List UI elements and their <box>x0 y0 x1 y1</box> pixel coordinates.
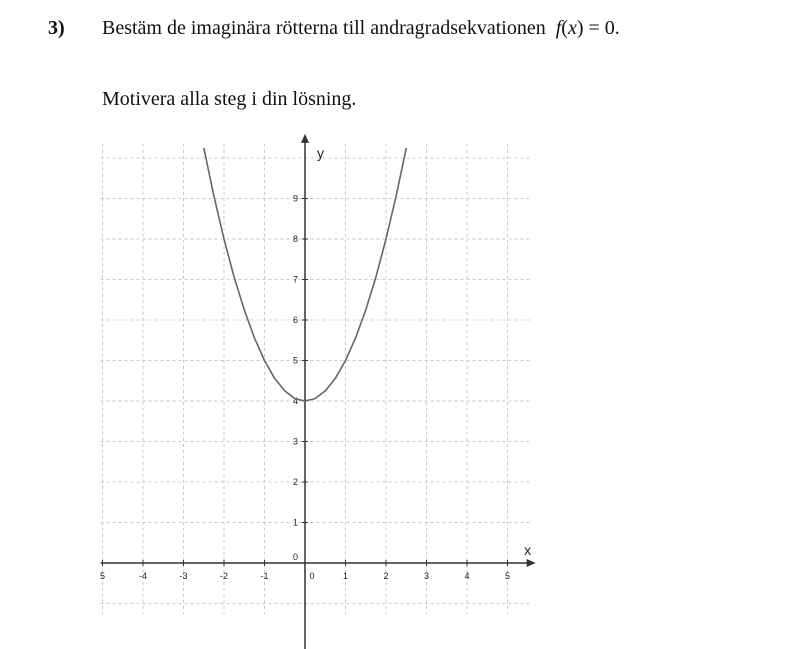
x-tick-label: -3 <box>179 571 188 581</box>
x-tick-label: 5 <box>99 571 106 581</box>
y-tick-label: 4 <box>292 396 298 406</box>
problem-text: Bestäm de imaginära rötterna till andragradsekvationen <box>102 17 546 39</box>
y-tick-label: 5 <box>292 355 298 366</box>
x-tick-label: 3 <box>423 571 430 581</box>
equation-open-paren: ( <box>561 17 568 39</box>
y-tick-label: 7 <box>292 274 298 285</box>
x-tick-label: 1 <box>342 571 349 581</box>
x-tick-label: 4 <box>464 571 470 581</box>
equation-func: f <box>555 17 562 39</box>
y-tick-label: 1 <box>292 517 298 528</box>
y-tick-label: 9 <box>292 193 298 204</box>
x-tick-label: 0 <box>309 571 315 581</box>
y-tick-label: 8 <box>292 234 298 244</box>
x-tick-label: -2 <box>219 571 229 581</box>
equation-close-paren: ) <box>576 17 584 39</box>
instruction: Motivera alla steg i din lösning. <box>102 88 357 110</box>
equation-rhs: = 0. <box>583 17 620 39</box>
y-tick-label: 0 <box>292 552 298 562</box>
y-tick-label: 2 <box>292 477 298 487</box>
y-axis-arrow <box>301 134 309 143</box>
x-tick-label: 2 <box>383 571 389 581</box>
y-axis-label: y <box>317 144 324 161</box>
x-tick-label: 5 <box>504 571 511 581</box>
y-tick-label: 3 <box>292 436 298 447</box>
x-axis-arrow <box>527 559 536 567</box>
y-tick-label: 6 <box>292 315 298 325</box>
x-axis-label: x <box>524 542 532 558</box>
x-tick-label: -1 <box>260 571 269 581</box>
equation-var: x <box>567 17 577 39</box>
x-tick-label: -4 <box>138 571 148 581</box>
problem-number: 3) <box>48 17 65 39</box>
